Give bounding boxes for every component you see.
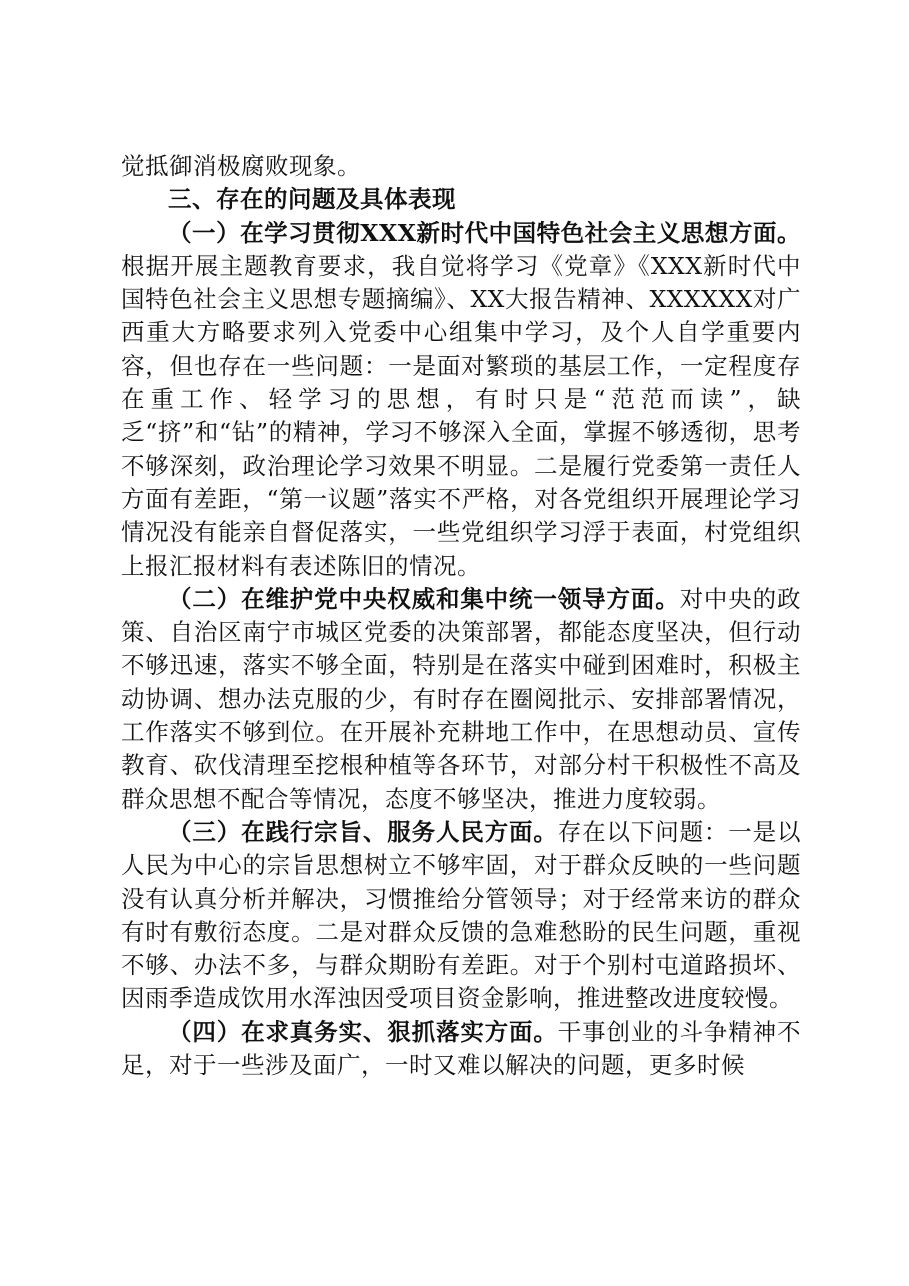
paragraph-3 [121,816,801,1016]
paragraph-4-lead: （四）在求真务实、狠抓落实方面。 [168,1017,558,1046]
section-heading: 三、存在的问题及具体表现 [168,185,456,214]
paragraph-4 [121,1016,801,1083]
continuation-text: 觉抵御消极腐败现象。 [121,152,361,180]
document-body [121,150,801,1082]
paragraph-4-text: 干事创业的斗争精神不足，对于一些涉及面广，一时又难以解决的问题，更多时候 [121,1017,802,1080]
paragraph-1-lead: （一）在学习贯彻XXX新时代中国特色社会主义思想方面。 [168,218,801,247]
paragraph-2 [121,583,801,816]
paragraph-3-text: 存在以下问题：一是以人民为中心的宗旨思想树立不够牢固，对于群众反映的一些问题没有认真分析并解决，习惯推给分管领导；对于经常来访的群众有时有敷衍态度。二是对群众反馈的急难愁盼的民生问题，重视不够、办法不多，与群众期盼有差距。对于个别村屯道路损坏、因雨季造成饮用水浑浊因受项目资金影响，推进整改进度较慢。 [121,817,802,1013]
paragraph-1-text: 根据开展主题教育要求，我自觉将学习《党章》《XXX新时代中国特色社会主义思想专题摘编》、XX大报告精神、XXXXXX对广西重大方略要求列入党委中心组集中学习，及个人自学重要内容，但也存在一些问题：一是面对繁琐的基层工作，一定程度存在重工作、轻学习的思想，有时只是“范范而读”，缺乏“挤”和“钻”的精神，学习不够深入全面，掌握不够透彻，思考不够深刻，政治理论学习效果不明显。二是履行党委第一责任人方面有差距，“第一议题”落实不严格，对各党组织开展理论学习情况没有能亲自督促落实，一些党组织学习浮于表面，村党组织上报汇报材料有表述陈旧的情况。 [121,251,801,580]
paragraph-1 [121,217,801,583]
paragraph-3-lead: （三）在践行宗旨、服务人民方面。 [168,817,558,846]
paragraph-2-lead: （二）在维护党中央权威和集中统一领导方面。 [168,584,680,613]
paragraph-2-text: 对中央的政策、自治区南宁市城区党委的决策部署，都能态度坚决，但行动不够迅速，落实不够全面，特别是在落实中碰到困难时，积极主动协调、想办法克服的少，有时存在圈阅批示、安排部署情况，工作落实不够到位。在开展补充耕地工作中，在思想动员、宣传教育、砍伐清理至挖根种植等各环节，对部分村干积极性不高及群众思想不配合等情况，态度不够坚决，推进力度较弱。 [121,584,802,813]
